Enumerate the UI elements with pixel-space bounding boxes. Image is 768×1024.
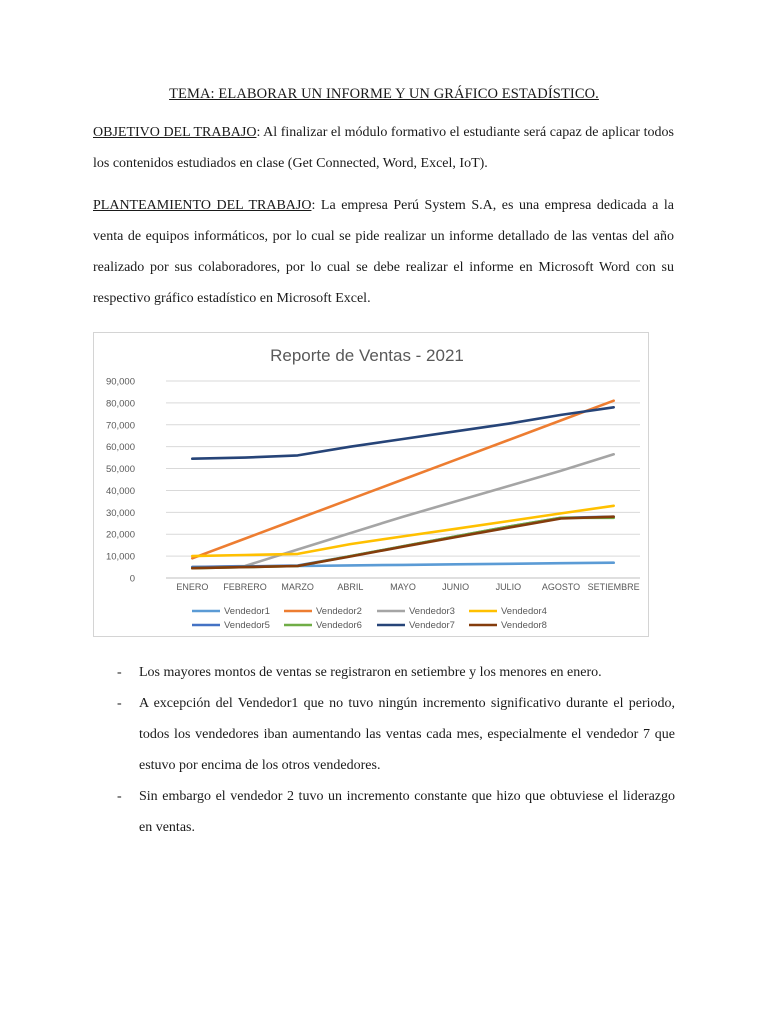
statement-text: : La empresa Perú System S.A, es una empresa dedicada a la venta de equipos informáticos, por lo cual se pide realizar un informe detallado de las ventas del año realizado por sus colaboradores, por lo cual se debe realizar el informe en Microsoft Word con su respectivo gráfico estadístico en Microsoft Excel. <box>93 198 674 306</box>
legend-item <box>469 620 547 631</box>
x-tick-label: JULIO <box>495 582 522 592</box>
series-line-vendedor8 <box>192 517 613 569</box>
chart-title: Reporte de Ventas - 2021 <box>270 346 464 365</box>
y-tick-label: 0 <box>129 573 135 585</box>
legend-item <box>377 620 455 631</box>
conclusions-list <box>117 657 675 843</box>
y-tick-label: 70,000 <box>105 420 135 432</box>
y-tick-label: 10,000 <box>105 551 135 563</box>
y-tick-label: 20,000 <box>105 529 135 541</box>
y-tick-label: 90,000 <box>105 376 135 388</box>
list-item-text: Sin embargo el vendedor 2 tuvo un incremento constante que hizo que obtuviese el liderazgo en ventas. <box>139 789 675 835</box>
y-tick-label: 40,000 <box>105 485 135 497</box>
y-tick-label: 80,000 <box>105 398 135 410</box>
objective-label: OBJETIVO DEL TRABAJO <box>93 125 257 140</box>
legend-label: Vendedor1 <box>224 606 270 617</box>
legend-item <box>284 620 362 631</box>
sales-chart <box>93 332 649 637</box>
legend-item <box>284 606 362 617</box>
y-tick-label: 60,000 <box>105 442 135 454</box>
legend-item <box>192 606 270 617</box>
series-line-vendedor7 <box>192 407 613 458</box>
legend-label: Vendedor7 <box>409 620 455 631</box>
x-tick-label: JUNIO <box>442 582 470 592</box>
statement-paragraph <box>93 190 674 314</box>
legend-label: Vendedor2 <box>316 606 362 617</box>
list-item <box>117 657 675 688</box>
series-line-vendedor5 <box>192 517 613 567</box>
legend-label: Vendedor8 <box>501 620 547 631</box>
legend-item <box>192 620 270 631</box>
bullet-marker: - <box>117 696 122 711</box>
sales-line-chart <box>94 333 648 636</box>
list-item <box>117 781 675 843</box>
x-tick-label: ENERO <box>176 582 209 592</box>
series-line-vendedor6 <box>192 518 613 568</box>
bullet-marker: - <box>117 665 122 680</box>
y-tick-label: 50,000 <box>105 464 135 476</box>
statement-label: PLANTEAMIENTO DEL TRABAJO <box>93 198 312 213</box>
series-line-vendedor3 <box>192 454 613 567</box>
x-tick-label: MARZO <box>281 582 314 592</box>
y-tick-label: 30,000 <box>105 507 135 519</box>
legend-item <box>469 606 547 617</box>
list-item-text: A excepción del Vendedor1 que no tuvo ningún incremento significativo durante el periodo, todos los vendedores iban aumentando las ventas cada mes, especialmente el vendedor 7 que estuvo por encima de los otros vendedores. <box>139 696 675 773</box>
series-line-vendedor4 <box>192 506 613 556</box>
legend-label: Vendedor6 <box>316 620 362 631</box>
legend-label: Vendedor4 <box>501 606 547 617</box>
legend-label: Vendedor5 <box>224 620 270 631</box>
legend-item <box>377 606 455 617</box>
bullet-marker: - <box>117 789 122 804</box>
list-item-text: Los mayores montos de ventas se registraron en setiembre y los menores en enero. <box>139 665 602 680</box>
list-item <box>117 688 675 781</box>
x-tick-label: SETIEMBRE <box>587 582 640 592</box>
objective-paragraph <box>93 117 674 179</box>
document-title: TEMA: ELABORAR UN INFORME Y UN GRÁFICO ESTADÍSTICO. <box>169 86 599 102</box>
x-tick-label: FEBRERO <box>223 582 267 592</box>
x-tick-label: MAYO <box>390 582 416 592</box>
x-tick-label: AGOSTO <box>541 582 581 592</box>
legend-label: Vendedor3 <box>409 606 455 617</box>
objective-text: : Al finalizar el módulo formativo el estudiante será capaz de aplicar todos los contenidos estudiados en clase (Get Connected, Word, Excel, IoT). <box>93 125 674 171</box>
x-tick-label: ABRIL <box>337 582 364 592</box>
